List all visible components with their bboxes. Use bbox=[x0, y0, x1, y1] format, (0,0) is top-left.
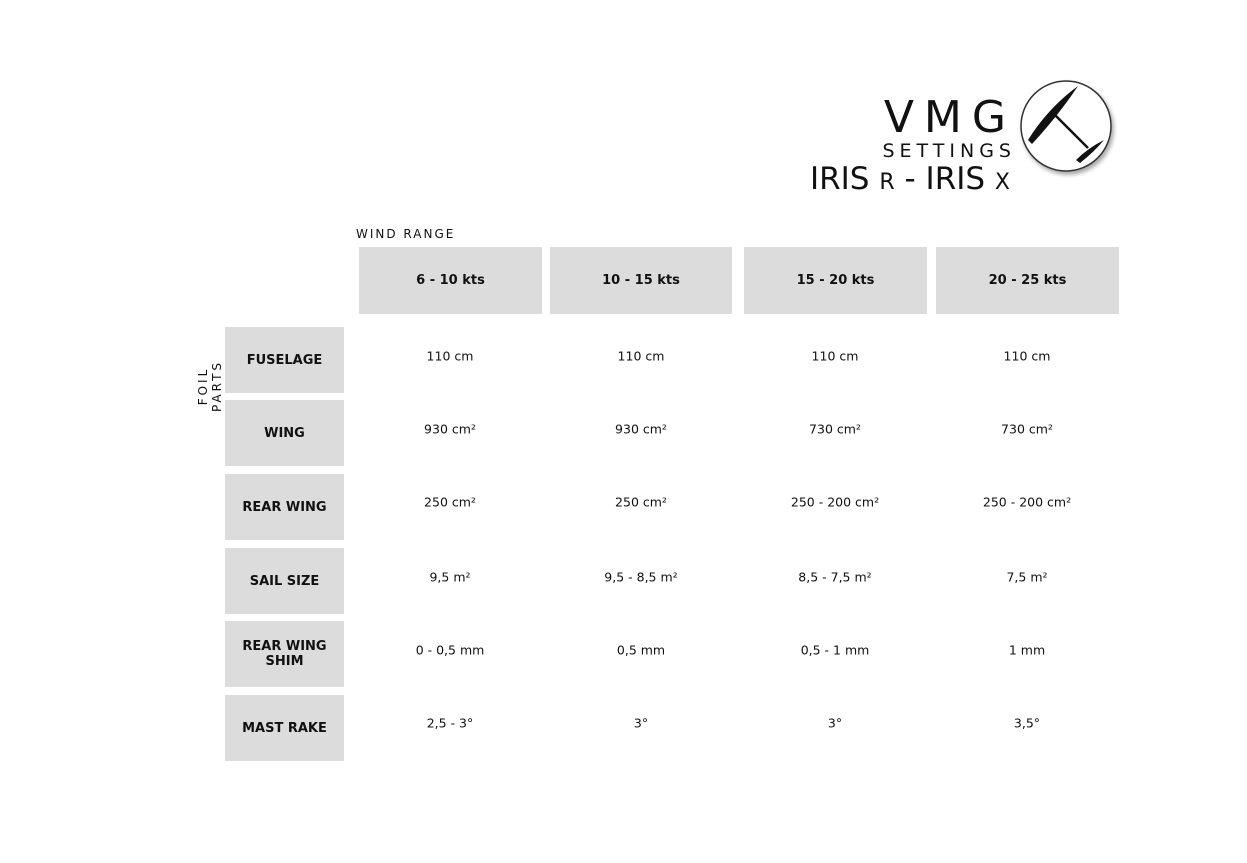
column-header: 10 - 15 kts bbox=[550, 247, 732, 314]
table-cell: 110 cm bbox=[1003, 348, 1051, 364]
table-cell: 0 - 0,5 mm bbox=[415, 642, 485, 658]
table-cell: 1 mm bbox=[1008, 642, 1046, 658]
row-header: FUSELAGE bbox=[225, 327, 344, 393]
column-header: 15 - 20 kts bbox=[744, 247, 927, 314]
table-cell: 8,5 - 7,5 m² bbox=[798, 569, 872, 585]
row-header: REAR WING SHIM bbox=[225, 621, 344, 687]
table-cell: 110 cm bbox=[426, 348, 474, 364]
title-block bbox=[760, 92, 1016, 200]
table-cell: 250 cm² bbox=[424, 494, 476, 510]
table-cell: 930 cm² bbox=[424, 421, 476, 437]
row-header: MAST RAKE bbox=[225, 695, 344, 761]
table-cell: 730 cm² bbox=[1001, 421, 1053, 437]
table-cell: 730 cm² bbox=[809, 421, 861, 437]
table-cell: 250 - 200 cm² bbox=[982, 494, 1072, 510]
table-cell: 930 cm² bbox=[615, 421, 667, 437]
foil-parts-label: FOIL PARTS bbox=[196, 359, 224, 413]
table-cell: 110 cm bbox=[811, 348, 859, 364]
table-cell: 250 cm² bbox=[615, 494, 667, 510]
model-a: IRIS bbox=[809, 161, 870, 197]
table-cell: 7,5 m² bbox=[1006, 569, 1048, 585]
row-header: REAR WING bbox=[225, 474, 344, 540]
model-separator: - bbox=[904, 161, 916, 197]
brand-title: VMG bbox=[883, 92, 1016, 143]
model-b-variant: X bbox=[994, 170, 1010, 195]
table-cell: 3° bbox=[633, 715, 649, 731]
model-b: IRIS bbox=[925, 161, 986, 197]
table-cell: 9,5 m² bbox=[429, 569, 471, 585]
table-cell: 110 cm bbox=[617, 348, 665, 364]
column-header: 20 - 25 kts bbox=[936, 247, 1119, 314]
table-cell: 9,5 - 8,5 m² bbox=[604, 569, 678, 585]
row-header: SAIL SIZE bbox=[225, 548, 344, 614]
table-cell: 250 - 200 cm² bbox=[790, 494, 880, 510]
table-cell: 0,5 - 1 mm bbox=[800, 642, 870, 658]
settings-subtitle: SETTINGS bbox=[882, 140, 1016, 162]
table-cell: 2,5 - 3° bbox=[426, 715, 474, 731]
row-header: WING bbox=[225, 400, 344, 466]
table-cell: 3,5° bbox=[1013, 715, 1041, 731]
foil-logo-icon bbox=[1018, 78, 1118, 178]
model-names bbox=[760, 162, 1010, 200]
model-a-variant: R bbox=[879, 170, 895, 195]
table-cell: 0,5 mm bbox=[616, 642, 666, 658]
table-cell: 3° bbox=[827, 715, 843, 731]
wind-range-label: WIND RANGE bbox=[356, 227, 456, 241]
column-header: 6 - 10 kts bbox=[359, 247, 542, 314]
